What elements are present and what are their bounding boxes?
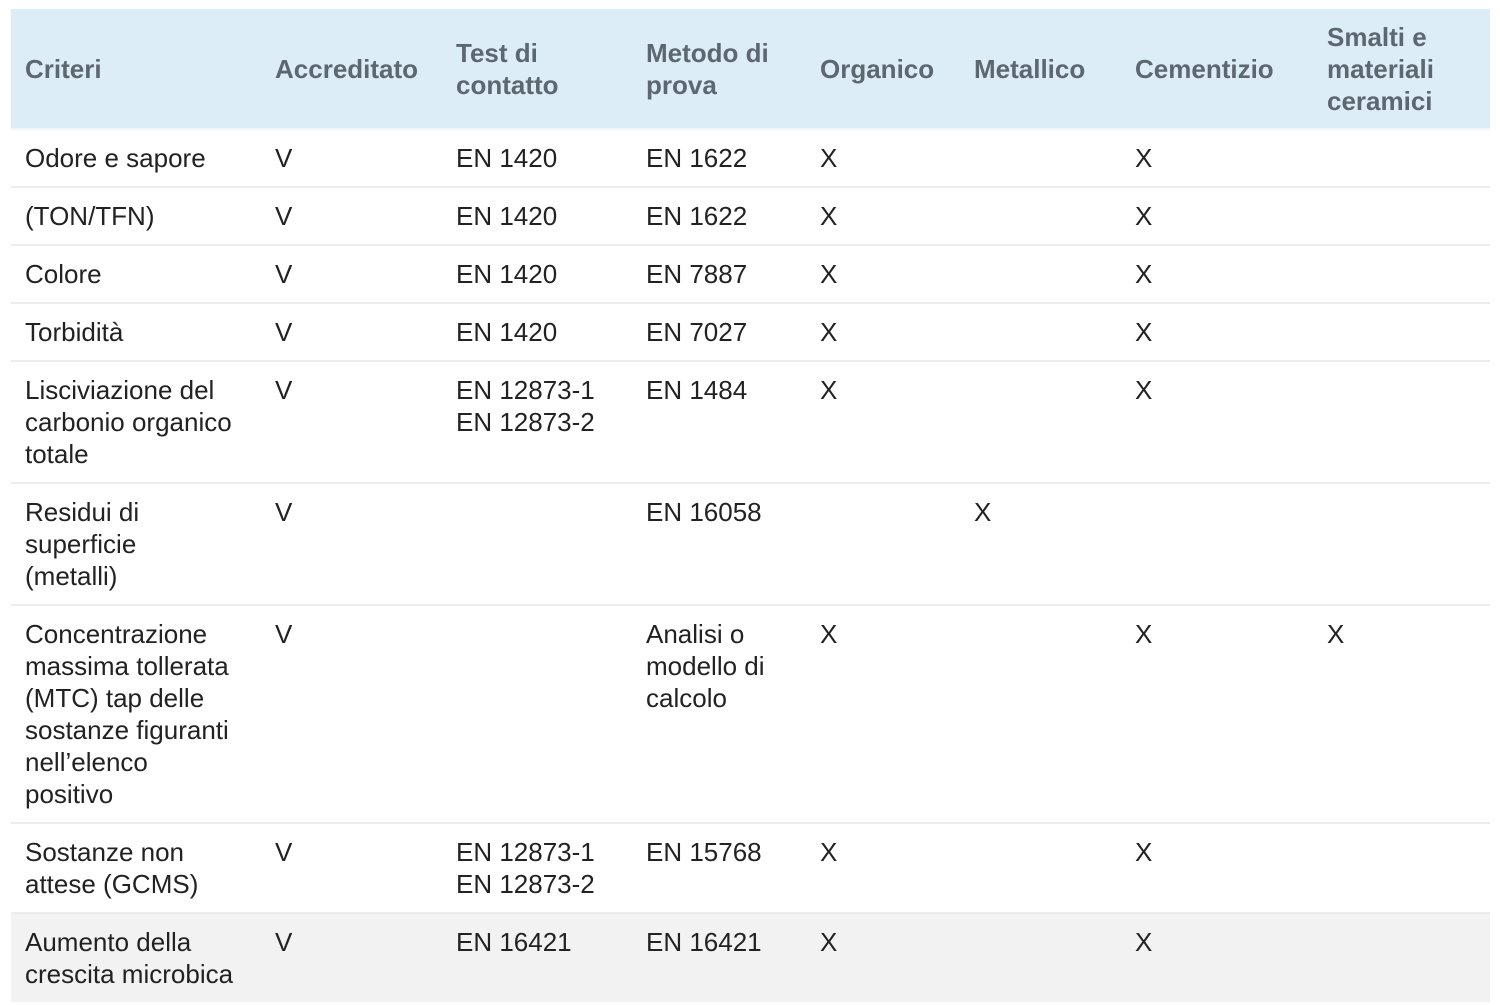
table-cell-criteri <box>11 605 261 823</box>
cell-text: Colore <box>25 259 102 289</box>
table-cell-accreditato <box>261 823 442 913</box>
cell-text: X <box>820 927 838 957</box>
cell-text: Aumento della <box>25 927 192 957</box>
table-cell-accreditato <box>261 605 442 823</box>
table-cell-metodo-di-prova <box>632 605 806 823</box>
table-cell-metodo-di-prova <box>632 913 806 1002</box>
cell-text: EN 1622 <box>646 201 748 231</box>
column-header-label: materiali <box>1327 53 1434 84</box>
table-cell-test-di-contatto <box>442 605 632 823</box>
cell-text: X <box>820 837 838 867</box>
table-row <box>11 245 1490 303</box>
table-cell-accreditato <box>261 361 442 483</box>
column-header-label: ceramici <box>1327 85 1433 116</box>
header-row <box>11 9 1490 129</box>
cell-text: X <box>820 375 838 405</box>
cell-text: EN 1484 <box>646 375 748 405</box>
table-cell-criteri <box>11 823 261 913</box>
table-cell-criteri <box>11 303 261 361</box>
table-cell-metodo-di-prova <box>632 823 806 913</box>
table-cell-test-di-contatto <box>442 245 632 303</box>
table-cell-metodo-di-prova <box>632 483 806 605</box>
cell-text: Torbidità <box>25 317 124 347</box>
column-header-label: Metodo di <box>646 37 769 68</box>
table-cell-cementizio <box>1121 483 1313 605</box>
cell-text: EN 12873-2 <box>456 407 595 437</box>
cell-text: X <box>1135 259 1153 289</box>
table-cell-cementizio <box>1121 245 1313 303</box>
table-row <box>11 361 1490 483</box>
cell-text: X <box>1135 837 1153 867</box>
column-header-metodo-di-prova <box>632 9 806 129</box>
cell-text: EN 16421 <box>646 927 762 957</box>
table-cell-test-di-contatto <box>442 913 632 1002</box>
cell-text: Concentrazione <box>25 619 208 649</box>
cell-text: EN 12873-1 <box>456 375 595 405</box>
cell-text: X <box>974 497 992 527</box>
cell-text: V <box>275 201 293 231</box>
cell-text: EN 12873-1 <box>456 837 595 867</box>
table-cell-organico <box>806 187 960 245</box>
table-cell-smalti-e-materiali-ceramici <box>1313 483 1490 605</box>
table-row <box>11 913 1490 1002</box>
criteria-table <box>11 9 1490 1002</box>
table-row <box>11 187 1490 245</box>
table-cell-metodo-di-prova <box>632 129 806 187</box>
cell-text: EN 16058 <box>646 497 762 527</box>
column-header-test-di-contatto <box>442 9 632 129</box>
cell-text: Lisciviazione del <box>25 375 215 405</box>
cell-text: X <box>820 201 838 231</box>
table-cell-metodo-di-prova <box>632 303 806 361</box>
table-cell-accreditato <box>261 129 442 187</box>
cell-text: X <box>1135 317 1153 347</box>
cell-text: X <box>820 143 838 173</box>
table-cell-criteri <box>11 361 261 483</box>
table-cell-test-di-contatto <box>442 823 632 913</box>
cell-text: (TON/TFN) <box>25 201 155 231</box>
cell-text: totale <box>25 439 89 469</box>
cell-text: X <box>1135 927 1153 957</box>
table-cell-smalti-e-materiali-ceramici <box>1313 913 1490 1002</box>
column-header-metallico <box>960 9 1121 129</box>
table-cell-cementizio <box>1121 129 1313 187</box>
cell-text: EN 1622 <box>646 143 748 173</box>
table-cell-test-di-contatto <box>442 483 632 605</box>
table-cell-organico <box>806 913 960 1002</box>
cell-text: V <box>275 259 293 289</box>
table-cell-test-di-contatto <box>442 361 632 483</box>
cell-text: EN 7887 <box>646 259 748 289</box>
cell-text: V <box>275 143 293 173</box>
column-header-label: prova <box>646 69 717 100</box>
cell-text: Sostanze non <box>25 837 185 867</box>
column-header-organico <box>806 9 960 129</box>
table-cell-metodo-di-prova <box>632 187 806 245</box>
column-header-label: Criteri <box>25 53 102 84</box>
table-cell-metallico <box>960 187 1121 245</box>
cell-text: V <box>275 619 293 649</box>
table-row <box>11 605 1490 823</box>
cell-text: EN 7027 <box>646 317 748 347</box>
cell-text: carbonio organico <box>25 407 232 437</box>
table-cell-accreditato <box>261 303 442 361</box>
cell-text: X <box>1327 619 1345 649</box>
table-cell-smalti-e-materiali-ceramici <box>1313 303 1490 361</box>
cell-text: X <box>820 619 838 649</box>
table-cell-smalti-e-materiali-ceramici <box>1313 129 1490 187</box>
table-cell-organico <box>806 303 960 361</box>
table-cell-organico <box>806 483 960 605</box>
column-header-label: contatto <box>456 69 559 100</box>
cell-text: V <box>275 927 293 957</box>
cell-text: X <box>1135 143 1153 173</box>
table-cell-criteri <box>11 187 261 245</box>
cell-text: attese (GCMS) <box>25 869 199 899</box>
table-row <box>11 483 1490 605</box>
cell-text: Residui di <box>25 497 140 527</box>
column-header-label: Metallico <box>974 53 1086 84</box>
column-header-label: Organico <box>820 53 935 84</box>
table-row <box>11 129 1490 187</box>
table-cell-organico <box>806 245 960 303</box>
table-cell-smalti-e-materiali-ceramici <box>1313 245 1490 303</box>
table-cell-metodo-di-prova <box>632 245 806 303</box>
cell-text: X <box>820 317 838 347</box>
table-cell-metallico <box>960 303 1121 361</box>
table-cell-test-di-contatto <box>442 303 632 361</box>
table-cell-smalti-e-materiali-ceramici <box>1313 605 1490 823</box>
table-cell-cementizio <box>1121 605 1313 823</box>
cell-text: V <box>275 837 293 867</box>
table-cell-accreditato <box>261 187 442 245</box>
cell-text: crescita microbica <box>25 959 234 989</box>
cell-text: EN 1420 <box>456 201 558 231</box>
cell-text: EN 1420 <box>456 317 558 347</box>
table-cell-cementizio <box>1121 303 1313 361</box>
column-header-label: Accreditato <box>275 53 419 84</box>
column-header-smalti-e-materiali-ceramici <box>1313 9 1490 129</box>
column-header-accreditato <box>261 9 442 129</box>
cell-text: (MTC) tap delle <box>25 683 205 713</box>
cell-text: X <box>1135 375 1153 405</box>
table-cell-metallico <box>960 361 1121 483</box>
table-cell-organico <box>806 605 960 823</box>
column-header-label: Test di <box>456 37 538 68</box>
table-cell-organico <box>806 129 960 187</box>
cell-text: calcolo <box>646 683 727 713</box>
cell-text: nell’elenco <box>25 747 148 777</box>
cell-text: V <box>275 375 293 405</box>
table-cell-criteri <box>11 483 261 605</box>
cell-text: X <box>1135 201 1153 231</box>
cell-text: Analisi o <box>646 619 745 649</box>
table-cell-accreditato <box>261 245 442 303</box>
table-body <box>11 129 1490 1002</box>
cell-text: positivo <box>25 779 114 809</box>
table-cell-accreditato <box>261 483 442 605</box>
cell-text: EN 16421 <box>456 927 572 957</box>
table-cell-smalti-e-materiali-ceramici <box>1313 361 1490 483</box>
table-cell-metallico <box>960 605 1121 823</box>
cell-text: modello di <box>646 651 765 681</box>
table-cell-metallico <box>960 913 1121 1002</box>
table-cell-metallico <box>960 483 1121 605</box>
column-header-criteri <box>11 9 261 129</box>
table-cell-organico <box>806 823 960 913</box>
table-cell-smalti-e-materiali-ceramici <box>1313 823 1490 913</box>
table-cell-metodo-di-prova <box>632 361 806 483</box>
table-header <box>11 9 1490 129</box>
column-header-cementizio <box>1121 9 1313 129</box>
cell-text: V <box>275 497 293 527</box>
table-cell-accreditato <box>261 913 442 1002</box>
table-cell-metallico <box>960 129 1121 187</box>
table-row <box>11 303 1490 361</box>
cell-text: EN 15768 <box>646 837 762 867</box>
cell-text: massima tollerata <box>25 651 229 681</box>
cell-text: EN 12873-2 <box>456 869 595 899</box>
table-cell-test-di-contatto <box>442 129 632 187</box>
table-row <box>11 823 1490 913</box>
cell-text: sostanze figuranti <box>25 715 229 745</box>
table-cell-metallico <box>960 823 1121 913</box>
cell-text: (metalli) <box>25 561 118 591</box>
table-cell-criteri <box>11 913 261 1002</box>
table-cell-cementizio <box>1121 913 1313 1002</box>
table-cell-criteri <box>11 245 261 303</box>
column-header-label: Smalti e <box>1327 21 1427 52</box>
column-header-label: Cementizio <box>1135 53 1274 84</box>
table-cell-metallico <box>960 245 1121 303</box>
cell-text: V <box>275 317 293 347</box>
cell-text: X <box>820 259 838 289</box>
table-cell-organico <box>806 361 960 483</box>
table-cell-cementizio <box>1121 187 1313 245</box>
cell-text: EN 1420 <box>456 259 558 289</box>
table-cell-cementizio <box>1121 823 1313 913</box>
table-cell-test-di-contatto <box>442 187 632 245</box>
table-cell-smalti-e-materiali-ceramici <box>1313 187 1490 245</box>
table-cell-cementizio <box>1121 361 1313 483</box>
cell-text: Odore e sapore <box>25 143 206 173</box>
table-cell-criteri <box>11 129 261 187</box>
cell-text: EN 1420 <box>456 143 558 173</box>
cell-text: superficie <box>25 529 137 559</box>
criteria-table-container <box>11 9 1490 1002</box>
cell-text: X <box>1135 619 1153 649</box>
